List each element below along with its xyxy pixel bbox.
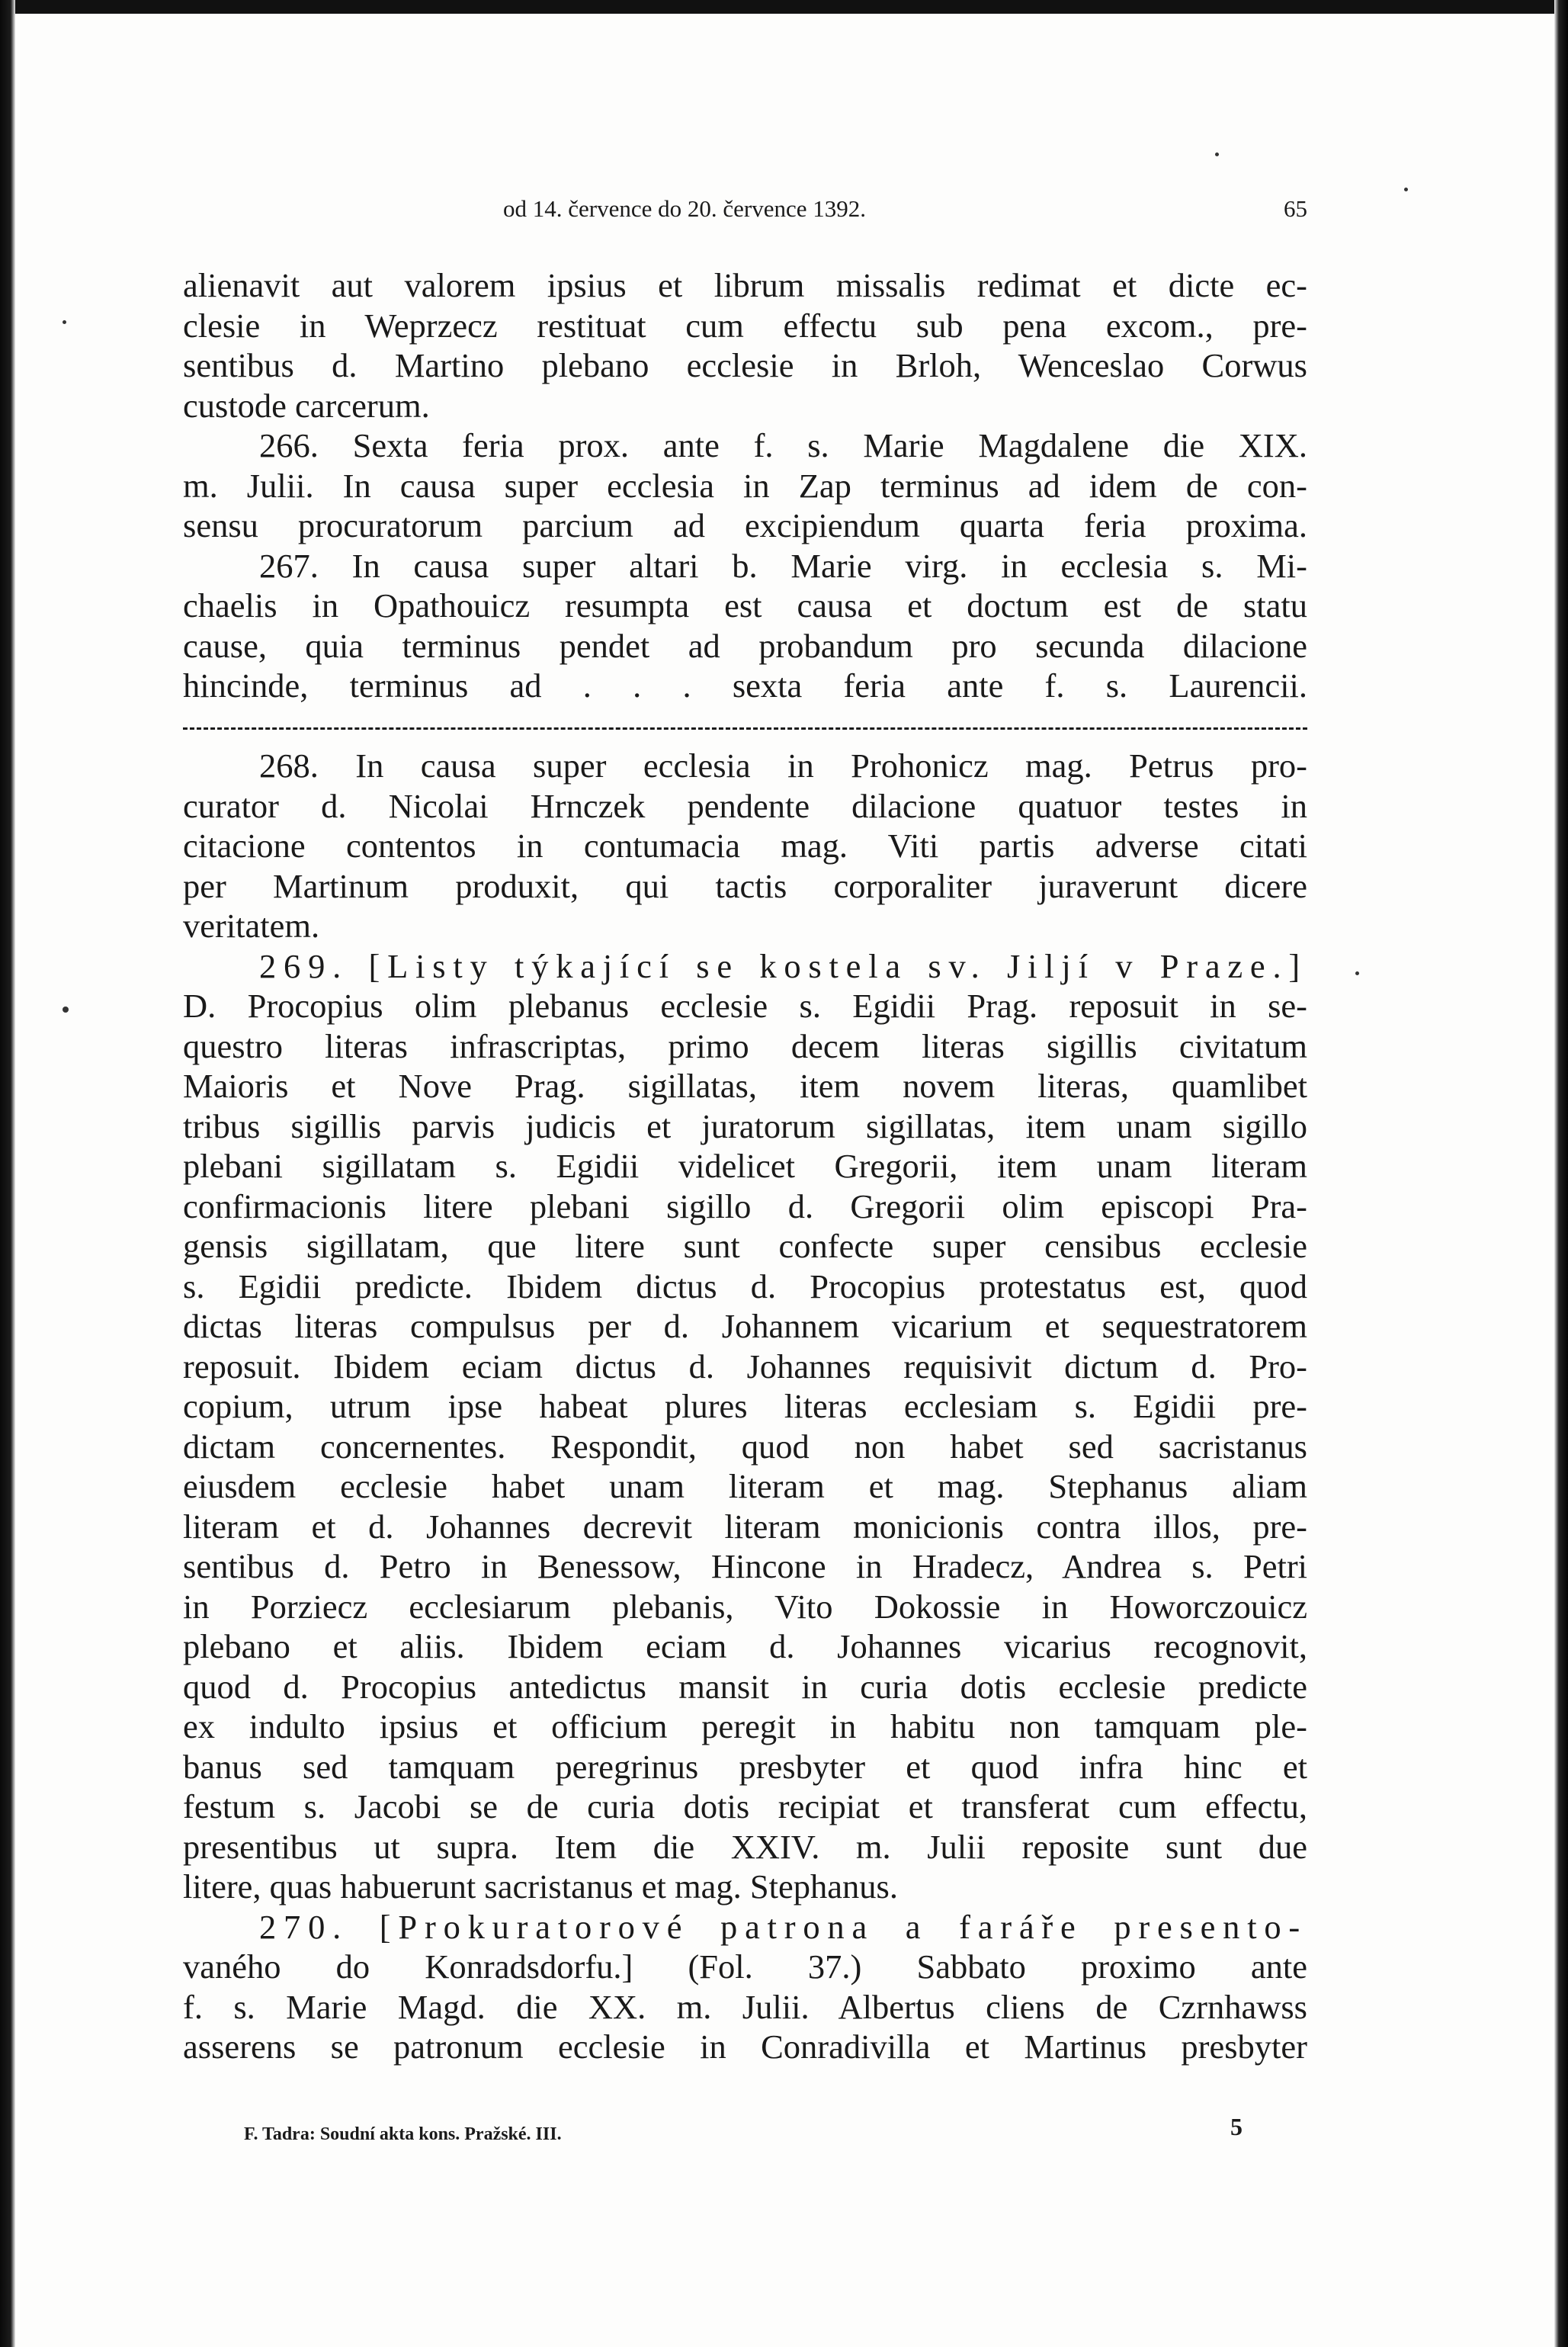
text-line: copium, utrum ipse habeat plures literas ecclesiam s. Egidii pre- (183, 1387, 1307, 1425)
text-line: questro literas infrascriptas, primo decem literas sigillis civitatum (183, 1026, 1307, 1065)
scan-edge-left (0, 0, 15, 2347)
text-line: sentibus d. Martino plebano ecclesie in Brloh, Wenceslao Corwus (183, 346, 1307, 384)
entry-269-heading: 269. [Listy týkající se kostela sv. Jiljí v Praze.] (259, 946, 1307, 985)
text-line: festum s. Jacobi se de curia dotis recipiat et transferat cum effectu, (183, 1787, 1307, 1825)
text-line: dictam concernentes. Respondit, quod non habet sed sacristanus (183, 1427, 1307, 1466)
text-line: plebano et aliis. Ibidem eciam d. Johannes vicarius recognovit, (183, 1627, 1307, 1665)
text-line: reposuit. Ibidem eciam dictus d. Johannes requisivit dictum d. Pro- (183, 1347, 1307, 1385)
text-line: cause, quia terminus pendet ad probandum pro secunda dilacione (183, 626, 1307, 665)
text-line: ex indulto ipsius et officium peregit in habitu non tamquam ple- (183, 1707, 1307, 1745)
scan-speck (63, 1007, 69, 1013)
text-line: in Porziecz ecclesiarum plebanis, Vito Dokossie in Howorczouicz (183, 1587, 1307, 1626)
scan-speck (1215, 153, 1219, 156)
entry-268-heading: 268. In causa super ecclesia in Prohonicz mag. Petrus pro- (259, 746, 1307, 785)
text-line: gensis sigillatam, que litere sunt confecte super censibus ecclesie (183, 1227, 1307, 1265)
signature-mark: 5 (1230, 2113, 1243, 2140)
text-line: veritatem. (183, 907, 320, 945)
text-line: Maioris et Nove Prag. sigillatas, item novem literas, quamlibet (183, 1067, 1307, 1105)
scan-speck (63, 320, 66, 324)
text-line: presentibus ut supra. Item die XXIV. m. Julii reposite sunt due (183, 1827, 1307, 1866)
entry-266-heading: 266. Sexta feria prox. ante f. s. Marie Magdalene die XIX. (259, 426, 1307, 464)
page-footer (244, 2113, 1243, 2144)
text-line: asserens se patronum ecclesie in Conradivilla et Martinus presbyter (183, 2028, 1307, 2066)
text-line: dictas literas compulsus per d. Johannem vicarium et sequestratorem (183, 1307, 1307, 1345)
text-line: confirmacionis litere plebani sigillo d. Gregorii olim episcopi Pra- (183, 1186, 1307, 1225)
text-line: sentibus d. Petro in Benessow, Hincone in Hradecz, Andrea s. Petri (183, 1547, 1307, 1585)
text-line: custode carcerum. (183, 386, 430, 425)
text-line: quod d. Procopius antedictus mansit in curia dotis ecclesie predicte (183, 1667, 1307, 1706)
text-line: f. s. Marie Magd. die XX. m. Julii. Albertus cliens de Czrnhawss (183, 1987, 1307, 2026)
text-line: vaného do Konradsdorfu.] (Fol. 37.) Sabbato proximo ante (183, 1947, 1307, 1986)
text-line: hincinde, terminus ad . . . sexta feria ante f. s. Laurencii. (183, 666, 1307, 705)
text-line: tribus sigillis parvis judicis et juratorum sigillatas, item unam sigillo (183, 1106, 1307, 1145)
text-line: D. Procopius olim plebanus ecclesie s. Egidii Prag. reposuit in se- (183, 987, 1307, 1025)
text-line: literam et d. Johannes decrevit literam monicionis contra illos, pre- (183, 1507, 1307, 1546)
scan-speck (1355, 971, 1359, 975)
text-line: sensu procuratorum parcium ad excipiendum quarta feria proxima. (183, 506, 1307, 544)
text-line: s. Egidii predicte. Ibidem dictus d. Procopius protestatus est, quod (183, 1267, 1307, 1305)
text-line: curator d. Nicolai Hrnczek pendente dilacione quatuor testes in (183, 786, 1307, 825)
header-title: od 14. července do 20. července 1392. (503, 195, 866, 222)
scan-speck (1404, 188, 1408, 191)
page-number: 65 (1284, 195, 1307, 222)
entry-270-heading: 270. [Prokuratorové patrona a faráře presento- (259, 1907, 1307, 1946)
text-line: litere, quas habuerunt sacristanus et mag. Stephanus. (183, 1867, 898, 1906)
text-line: m. Julii. In causa super ecclesia in Zap terminus ad idem de con- (183, 466, 1307, 505)
text-line: eiusdem ecclesie habet unam literam et mag. Stephanus aliam (183, 1467, 1307, 1505)
text-line: clesie in Weprzecz restituat cum effectu sub pena excom., pre- (183, 306, 1307, 345)
text-line: plebani sigillatam s. Egidii videlicet Gregorii, item unam literam (183, 1147, 1307, 1185)
text-line: chaelis in Opathouicz resumpta est causa et doctum est de statu (183, 586, 1307, 624)
body-text (183, 265, 1307, 2067)
source-reference: F. Tadra: Soudní akta kons. Pražské. III. (244, 2124, 562, 2144)
scan-edge-top (0, 0, 1568, 14)
entry-267-heading: 267. In causa super altari b. Marie virg. in ecclesia s. Mi- (259, 546, 1307, 585)
running-header (183, 192, 1307, 226)
scan-edge-right (1554, 0, 1568, 2347)
text-line: banus sed tamquam peregrinus presbyter et quod infra hinc et (183, 1747, 1307, 1786)
text-line: citacione contentos in contumacia mag. Viti partis adverse citati (183, 827, 1307, 865)
text-line: per Martinum produxit, qui tactis corporaliter juraverunt dicere (183, 866, 1307, 905)
text-line: alienavit aut valorem ipsius et librum missalis redimat et dicte ec- (183, 266, 1307, 304)
dashed-separator (183, 706, 1307, 746)
